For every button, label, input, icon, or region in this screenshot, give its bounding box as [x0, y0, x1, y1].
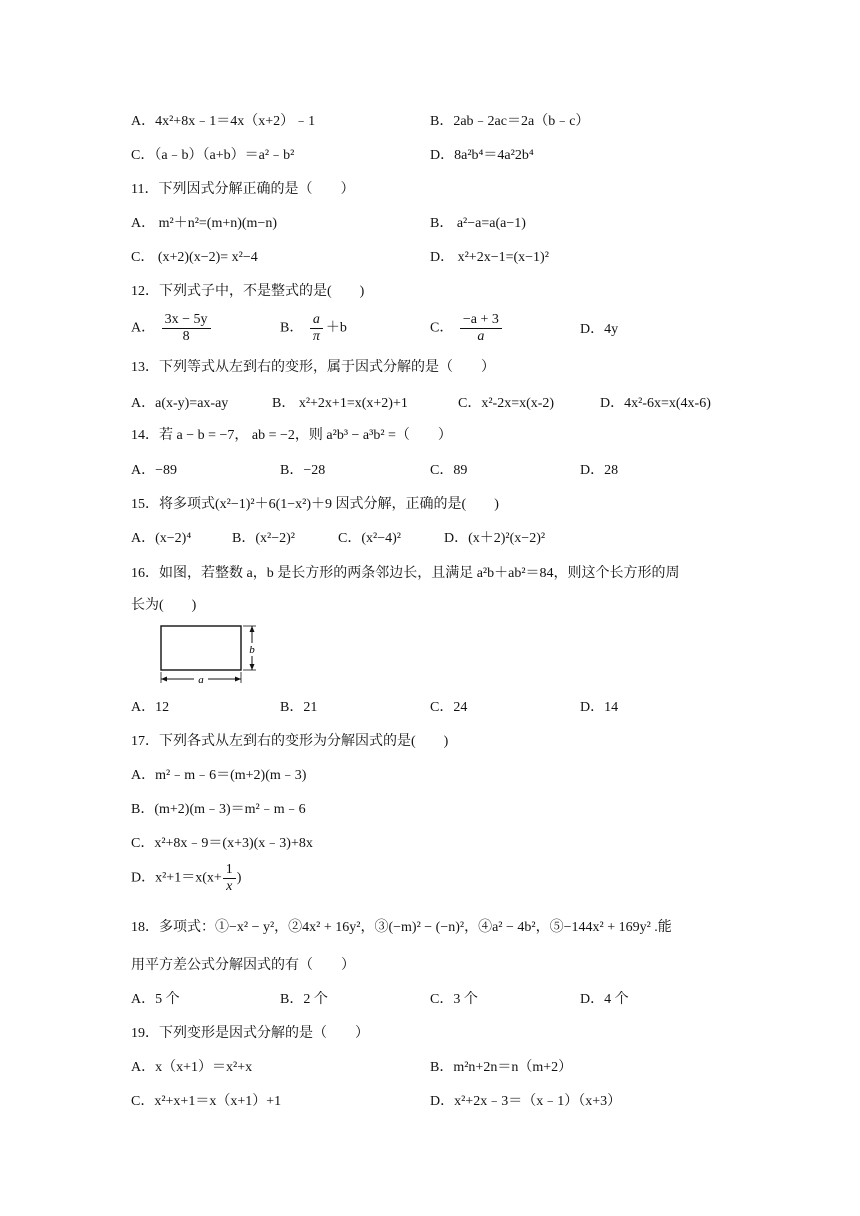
q12-c-denominator: a: [477, 329, 485, 344]
q17-option-c: C．x²+8x﹣9＝(x+3)(x﹣3)+8x: [131, 836, 313, 851]
q12-b-denominator: π: [312, 329, 320, 344]
q17-stem: 17．下列各式从左到右的变形为分解因式的是( ): [131, 734, 449, 749]
q12-c-fraction: [460, 312, 502, 345]
q18-option-b: B．2 个: [280, 992, 328, 1007]
q14-option-c: C．89: [430, 463, 468, 478]
q15-stem: 15．将多项式(x²−1)²＋6(1−x²)＋9 因式分解，正确的是( ): [131, 497, 499, 512]
q17-option-d: [131, 862, 241, 895]
q12-option-d: D．4y: [580, 322, 619, 337]
q12-a-label: A．: [131, 320, 156, 336]
q14-option-d: D．28: [580, 463, 619, 478]
q16-option-b: B．21: [280, 700, 318, 715]
q17-d-fraction: [223, 862, 236, 895]
q18-option-c: C．3 个: [430, 992, 478, 1007]
q11-option-d: D． x²+2x−1=(x−1)²: [430, 250, 549, 265]
q12-stem: 12．下列式子中，不是整式的是( ): [131, 284, 365, 299]
rectangle-figure: [155, 622, 265, 684]
q17-option-a: A．m²﹣m﹣6＝(m+2)(m﹣3): [131, 768, 307, 783]
q12-c-numerator: −a + 3: [460, 312, 502, 329]
q12-a-denominator: 8: [182, 329, 190, 344]
q15-option-c: C．(x²−4)²: [338, 531, 401, 546]
q13-option-a: A．a(x-y)=ax-ay: [131, 396, 229, 411]
q12-b-numerator: a: [310, 312, 323, 329]
q12-a-fraction: [162, 312, 211, 345]
q19-option-c: C．x²+x+1＝x（x+1）+1: [131, 1094, 282, 1109]
q11-option-b: B． a²−a=a(a−1): [430, 216, 526, 231]
q15-option-a: A．(x−2)⁴: [131, 531, 192, 546]
q11-stem: 11．下列因式分解正确的是（ ）: [131, 182, 355, 197]
q13-stem: 13．下列等式从左到右的变形，属于因式分解的是（ ）: [131, 360, 495, 375]
q17-d-denominator: x: [226, 879, 233, 894]
q19-stem: 19．下列变形是因式分解的是（ ）: [131, 1026, 369, 1041]
q15-option-b: B．(x²−2)²: [232, 531, 295, 546]
q12-a-numerator: 3x − 5y: [162, 312, 211, 329]
q16-option-a: A．12: [131, 700, 170, 715]
q16-stem-line1: 16．如图，若整数 a，b 是长方形的两条邻边长，且满足 a²b＋ab²＝84，则这个长方形的周: [131, 566, 680, 581]
q12-option-b: [280, 312, 347, 345]
dimension-a-arrow-right: [235, 677, 241, 682]
q17-d-suffix: ): [236, 870, 242, 886]
q10-option-c: C．（a﹣b）（a+b）＝a²﹣b²: [131, 148, 295, 163]
q19-option-a: A．x（x+1）＝x²+x: [131, 1060, 253, 1075]
q12-option-c: [430, 312, 505, 345]
q12-option-a: [131, 312, 214, 345]
q10-option-a: A．4x²+8x﹣1＝4x（x+2）﹣1: [131, 114, 316, 129]
q16-option-c: C．24: [430, 700, 468, 715]
q16-option-d: D．14: [580, 700, 619, 715]
q17-option-b: B．(m+2)(m﹣3)＝m²﹣m﹣6: [131, 802, 306, 817]
q18-option-d: D．4 个: [580, 992, 629, 1007]
dimension-a-arrow-left: [161, 677, 167, 682]
dimension-b-label: b: [249, 644, 255, 656]
q11-option-c: C． (x+2)(x−2)= x²−4: [131, 250, 258, 265]
q14-option-a: A．−89: [131, 463, 178, 478]
q17-d-prefix: D．x²+1＝x(x+: [131, 870, 222, 886]
rectangle-shape: [161, 626, 241, 670]
q15-option-d: D．(x＋2)²(x−2)²: [444, 531, 546, 546]
q17-d-numerator: 1: [223, 862, 236, 879]
q11-option-a: A． m²＋n²=(m+n)(m−n): [131, 216, 278, 231]
q13-option-c: C．x²-2x=x(x-2): [458, 396, 555, 411]
dimension-b-arrow-top: [250, 626, 255, 632]
dimension-b-arrow-bottom: [250, 664, 255, 670]
q10-option-b: B．2ab﹣2ac＝2a（b﹣c）: [430, 114, 590, 129]
q12-c-label: C．: [430, 320, 454, 336]
q18-option-a: A．5 个: [131, 992, 180, 1007]
q13-option-d: D．4x²-6x=x(4x-6): [600, 396, 711, 411]
q10-option-d: D．8a²b⁴＝4a²2b⁴: [430, 148, 534, 163]
q18-stem-line1: 18．多项式：①−x² − y²，②4x² + 16y²，③(−m)² − (−n)²，④a² − 4b²，⑤−144x² + 169y² .能: [131, 920, 672, 935]
q18-stem-line2: 用平方差公式分解因式的有（ ）: [131, 958, 355, 973]
q12-b-label: B．: [280, 320, 304, 336]
q19-option-d: D．x²+2x﹣3＝（x﹣1）（x+3）: [430, 1094, 622, 1109]
q13-option-b: B． x²+2x+1=x(x+2)+1: [272, 396, 408, 411]
q14-stem: 14．若 a − b = −7， ab = −2，则 a²b³ − a³b² =（ ）: [131, 428, 452, 443]
dimension-a-label: a: [198, 674, 204, 684]
q12-b-tail: ＋b: [325, 320, 347, 336]
q14-option-b: B．−28: [280, 463, 326, 478]
q16-stem-line2: 长为( ): [131, 598, 197, 613]
q19-option-b: B．m²n+2n＝n（m+2）: [430, 1060, 573, 1075]
q12-b-fraction: [310, 312, 323, 345]
